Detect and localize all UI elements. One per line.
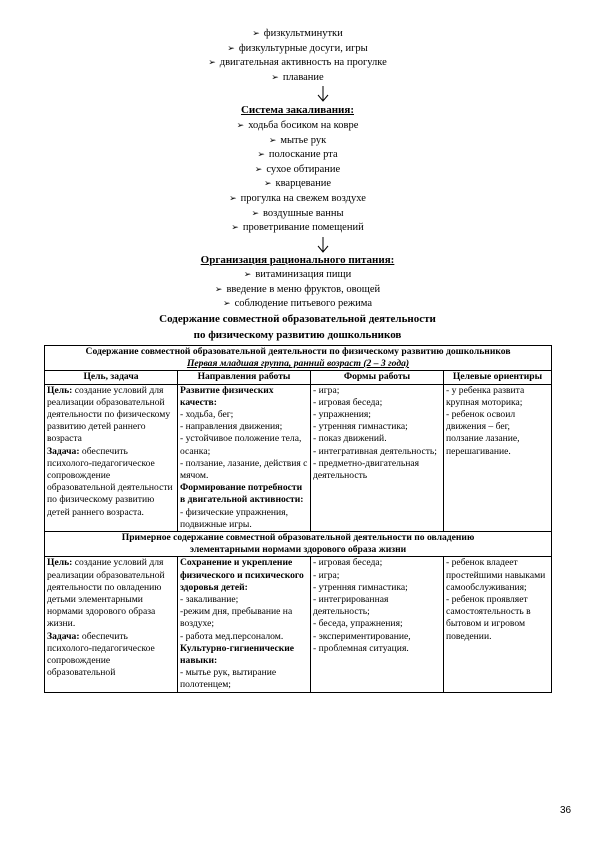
column-header: Формы работы: [311, 371, 444, 384]
list-item: [0, 119, 595, 134]
arrow-bullet-icon: ➢: [229, 193, 237, 204]
task-label: Задача:: [47, 630, 80, 642]
list-item: [0, 207, 595, 222]
arrow-bullet-icon: ➢: [271, 72, 279, 83]
list-item: [0, 221, 595, 236]
arrow-bullet-icon: ➢: [252, 29, 260, 39]
list-item-text: ходьба босиком на ковре: [248, 120, 359, 131]
goal-text: создание условий для реализации образовательной деятельности по овладению детьми элементарными нормами здорового образа жизни.: [47, 557, 165, 630]
task-text: обеспечить психолого-педагогическое сопровождение образовательной: [47, 630, 155, 679]
forms-cell: [311, 557, 444, 692]
targets-cell: [444, 557, 552, 692]
content-title-line: по физическому развитию дошкольников: [193, 329, 402, 341]
list-item: [0, 192, 595, 207]
section-title-row: [45, 532, 552, 557]
targets-cell: [444, 384, 552, 531]
form-item: - игровая беседа;: [313, 557, 383, 569]
page-number: 36: [560, 805, 572, 816]
form-item: - игра;: [313, 384, 340, 396]
content-title-line: Содержание совместной образовательной деятельности: [159, 313, 436, 325]
target-item: - ребенок проявляет самостоятельность в бытовом и игровом поведении.: [446, 594, 531, 642]
form-item: - утренняя гимнастика;: [313, 581, 408, 593]
direction-item: - закаливание;: [180, 594, 239, 606]
direction-cell: [178, 384, 311, 531]
hardening-title: Система закаливания:: [240, 104, 355, 116]
form-item: - интегрированная деятельность;: [313, 594, 389, 618]
form-item: - игровая беседа;: [313, 396, 383, 408]
hardening-list: [0, 119, 595, 236]
column-header: Целевые ориентиры: [444, 371, 552, 384]
goal-label: Цель:: [47, 557, 73, 569]
list-item: [0, 134, 595, 149]
arrow-bullet-icon: ➢: [231, 223, 239, 234]
list-item-text: соблюдение питьевого режима: [234, 298, 372, 310]
list-item: [0, 42, 595, 57]
target-item: - у ребенка развита крупная моторика;: [446, 384, 525, 408]
form-item: - интегративная деятельность;: [313, 445, 437, 457]
column-header: Цель, задача: [45, 371, 178, 384]
arrow-bullet-icon: ➢: [251, 208, 260, 219]
table-caption: [45, 346, 552, 371]
task-text: обеспечить психолого-педагогическое сопровождение образовательной деятельности по физическому развитию детей раннего возраста.: [47, 445, 173, 518]
direction-heading: Формирование потребности в двигательной активности:: [180, 482, 304, 506]
list-item: [0, 283, 595, 298]
direction-item: - мытье рук, вытирание полотенцем;: [180, 667, 277, 691]
arrow-bullet-icon: ➢: [243, 270, 252, 280]
list-item: [0, 163, 595, 178]
nutrition-title: Организация рационального питания:: [200, 254, 395, 266]
direction-item: - ползание, лазание, действия с мячом.: [180, 457, 308, 482]
list-item-text: мытье рук: [280, 134, 327, 146]
task-label: Задача:: [47, 445, 80, 457]
goal-label: Цель:: [47, 384, 73, 396]
list-item: [0, 177, 595, 192]
target-item: - ребенок владеет простейшими навыками самообслуживания;: [446, 557, 546, 593]
list-item-text: проветривание помещений: [242, 222, 364, 234]
list-item-text: двигательная активность на прогулке: [219, 57, 387, 69]
form-item: - игра;: [313, 569, 340, 581]
table-row: [45, 384, 552, 531]
form-item: - экспериментирование,: [313, 630, 411, 642]
list-item-text: физкультурные досуги, игры: [238, 42, 368, 54]
down-arrow-icon: [317, 237, 329, 253]
list-item-text: физкультминутки: [263, 28, 343, 39]
list-item: [0, 268, 595, 283]
forms-cell: [311, 384, 444, 531]
nutrition-list: [0, 268, 595, 312]
list-item-text: прогулка на свежем воздухе: [240, 192, 366, 204]
direction-item: -режим дня, пребывание на воздухе;: [180, 606, 293, 630]
section-title: [45, 532, 552, 557]
activity-list: [0, 27, 595, 85]
content-table: [44, 345, 552, 693]
table-caption-row: [45, 346, 552, 371]
form-item: - упражнения;: [313, 409, 371, 421]
direction-item: - физические упражнения, подвижные игры.: [180, 506, 288, 530]
form-item: - показ движений.: [313, 433, 387, 445]
form-item: - предметно-двигательная деятельность: [313, 457, 420, 482]
list-item: [0, 148, 595, 163]
list-item-text: плавание: [282, 71, 324, 83]
target-item: - ребенок освоил движения – бег, ползание лазание, перешагивание.: [446, 409, 520, 457]
arrow-bullet-icon: ➢: [214, 284, 223, 295]
list-item-text: полоскание рта: [268, 149, 338, 161]
column-header: Направления работы: [178, 371, 311, 384]
list-item-text: введение в меню фруктов, овощей: [226, 283, 381, 295]
arrow-bullet-icon: ➢: [254, 164, 263, 175]
table-row: [45, 557, 552, 692]
direction-item: - устойчивое положение тела, осанка;: [180, 433, 302, 457]
arrow-bullet-icon: ➢: [263, 179, 272, 190]
list-item-text: воздушные ванны: [263, 207, 344, 219]
goal-text: создание условий для реализации образовательной деятельности по физическому развитию детей раннего возраста: [47, 384, 171, 445]
direction-item: - ходьба, бег;: [180, 409, 234, 421]
form-item: - утренняя гимнастика;: [313, 421, 408, 433]
list-item-text: кварцевание: [275, 178, 332, 190]
goal-cell: [45, 557, 178, 692]
arrow-bullet-icon: ➢: [236, 121, 245, 131]
table-subcaption: Первая младшая группа, ранний возраст (2 – 3 года): [186, 358, 410, 370]
list-item-text: витаминизация пищи: [255, 269, 352, 280]
direction-cell: [178, 557, 311, 692]
form-item: - беседа, упражнения;: [313, 618, 403, 630]
list-item: [0, 71, 595, 86]
list-item: [0, 27, 595, 42]
arrow-bullet-icon: ➢: [268, 135, 277, 146]
direction-item: - работа мед.персоналом.: [180, 630, 284, 642]
table-caption-title: Содержание совместной образовательной деятельности по физическому развитию дошкольников: [85, 346, 511, 357]
arrow-bullet-icon: ➢: [257, 150, 265, 161]
form-item: - проблемная ситуация.: [313, 642, 409, 654]
section-title-line: элементарными нормами здорового образа жизни: [189, 544, 407, 556]
direction-item: - направления движения;: [180, 421, 283, 433]
table-header-row: [45, 371, 552, 384]
list-item: [0, 297, 595, 312]
direction-heading: Сохранение и укрепление физического и психического здоровья детей:: [180, 557, 304, 593]
section-title-line: Примерное содержание совместной образовательной деятельности по овладению: [121, 532, 475, 544]
arrow-bullet-icon: ➢: [227, 43, 235, 54]
goal-cell: [45, 384, 178, 531]
arrow-bullet-icon: ➢: [223, 299, 231, 310]
arrow-bullet-icon: ➢: [208, 58, 216, 69]
down-arrow-icon: [317, 86, 329, 102]
direction-heading: Культурно-гигиенические навыки:: [180, 642, 295, 667]
list-item-text: сухое обтирание: [266, 163, 341, 175]
list-item: [0, 56, 595, 71]
direction-heading: Развитие физических качеств:: [180, 384, 274, 408]
